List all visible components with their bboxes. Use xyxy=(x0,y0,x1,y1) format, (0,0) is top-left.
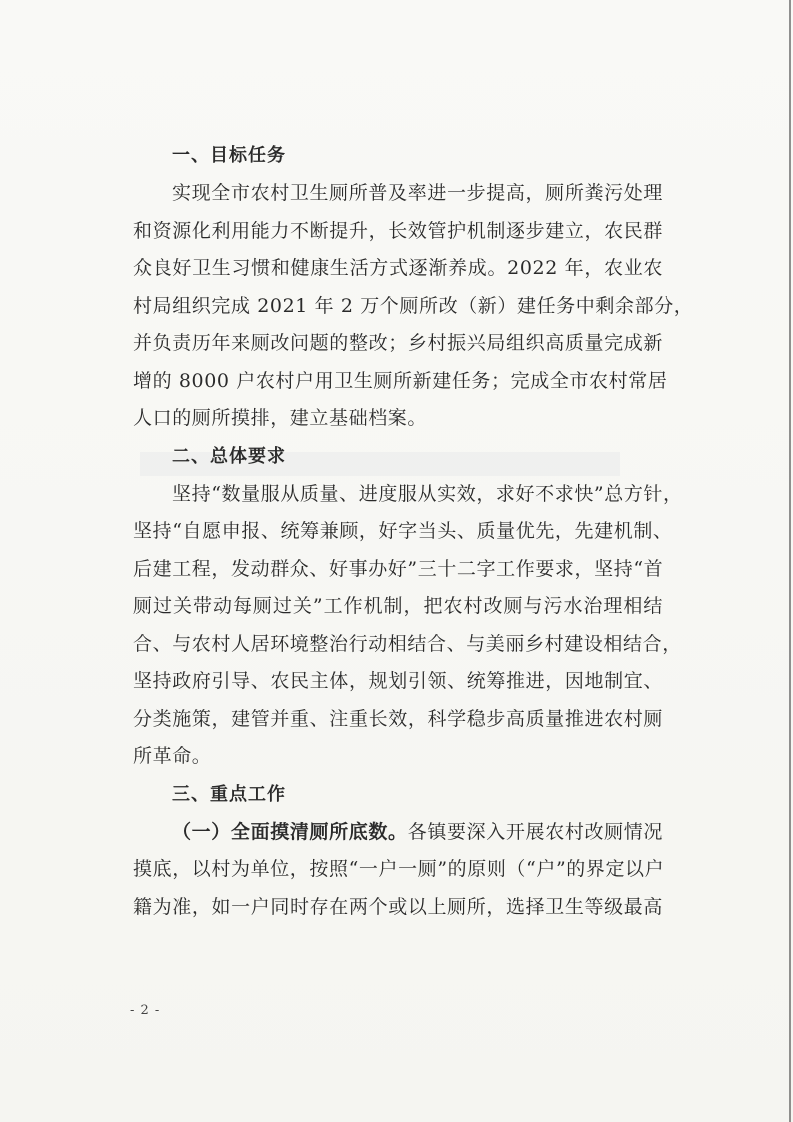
section-heading-requirements: 二、总体要求 xyxy=(172,445,286,467)
paragraph-line: 坚持“自愿申报、统筹兼顾，好字当头、质量优先，先建机制、 xyxy=(133,520,673,542)
paragraph-line: 分类施策，建管并重、注重长效，科学稳步高质量推进农村厕 xyxy=(133,707,663,730)
section-paragraph-key-work xyxy=(133,814,663,927)
paragraph-line: 人口的厕所摸排，建立基础档案。 xyxy=(133,407,428,429)
paragraph-line: 厕过关带动每厕过关”工作机制，把农村改厕与污水治理相结 xyxy=(133,595,663,617)
paragraph-line: 坚持“数量服从质量、进度服从实效，求好不求快”总方针， xyxy=(172,482,683,505)
paragraph-line: 合、与农村人居环境整治行动相结合、与美丽乡村建设相结合， xyxy=(133,632,682,655)
paragraph-line: 增的 8000 户农村户用卫生厕所新建任务；完成全市农村常居 xyxy=(133,369,668,392)
paragraph-line: 坚持政府引导、农民主体，规划引领、统筹推进，因地制宜、 xyxy=(133,670,663,692)
paragraph-line: 实现全市农村卫生厕所普及率进一步提高，厕所粪污处理 xyxy=(172,182,663,204)
paragraph-line: 所革命。 xyxy=(133,745,212,767)
document-body xyxy=(133,137,694,926)
subsection-lead: （一）全面摸清厕所底数。 xyxy=(172,820,408,843)
section-heading-goals: 一、目标任务 xyxy=(172,145,286,166)
paragraph-line: 后建工程，发动群众、好事办好”三十二字工作要求，坚持“首 xyxy=(133,557,664,580)
paragraph-line: 众良好卫生习惯和健康生活方式逐渐养成。2022 年，农业农 xyxy=(133,257,663,279)
paragraph-line: 村局组织完成 2021 年 2 万个厕所改（新）建任务中剩余部分， xyxy=(133,294,694,317)
section-paragraph-requirements xyxy=(133,476,683,776)
paragraph-line: 和资源化利用能力不断提升，长效管护机制逐步建立，农民群 xyxy=(133,219,663,242)
paragraph-line-lead xyxy=(133,814,663,852)
scan-edge-line xyxy=(789,0,791,1122)
section-paragraph-goals xyxy=(133,175,694,438)
paragraph-line: 籍为准，如一户同时存在两个或以上厕所，选择卫生等级最高 xyxy=(133,895,663,918)
paragraph-line: 并负责历年来厕改问题的整改；乡村振兴局组织高质量完成新 xyxy=(133,332,663,354)
paragraph-line: 摸底，以村为单位，按照“一户一厕”的原则（“户”的界定以户 xyxy=(133,858,665,880)
section-heading-key-work: 三、重点工作 xyxy=(172,783,286,805)
page-number: - 2 - xyxy=(130,1003,161,1018)
paragraph-line-text: 各镇要深入开展农村改厕情况 xyxy=(407,820,663,843)
